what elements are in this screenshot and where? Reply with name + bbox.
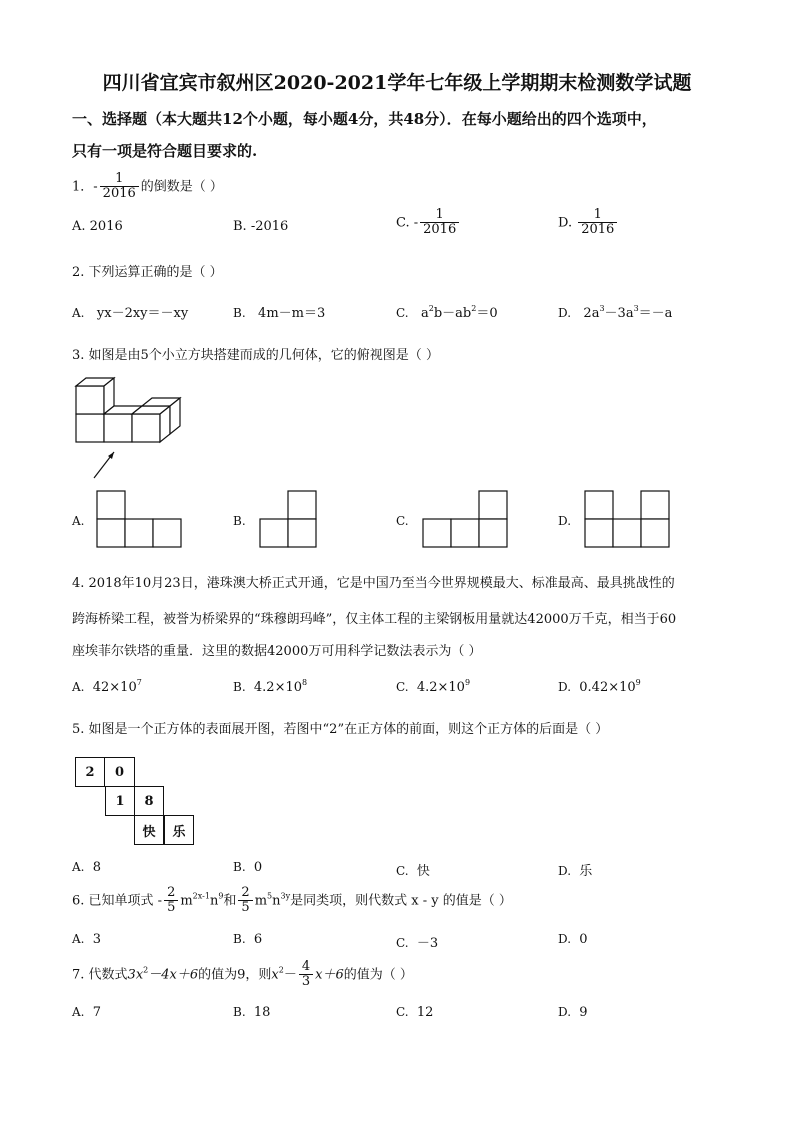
q4-option-b-exp: 8 [302, 678, 308, 687]
question-4-line2: 跨海桥梁工程，被誉为桥梁界的“珠穆朗玛峰”，仅主体工程的主梁钢板用量就达42000万千克，相当于60 [72, 612, 677, 627]
question-4-line1: 4. 2018年10月23日，港珠澳大桥正式开通，它是中国乃至当今世界规模最大、标准最高、最具挑战性的 [72, 576, 675, 591]
q1-prefix: 1．- [72, 179, 98, 195]
q6-term2-mid: n [272, 893, 281, 909]
q4-option-d-exp: 9 [635, 678, 641, 687]
q4-option-a-exp: 7 [136, 678, 142, 687]
q6-option-c-text: －3 [416, 936, 439, 951]
q5-option-a-text: 8 [92, 860, 102, 875]
q7-option-c-text: 12 [416, 1005, 434, 1020]
question-5: 5. 如图是一个正方体的表面展开图，若图中“2”在正方体的前面，则这个正方体的后面是（ ） [72, 722, 609, 737]
q2-option-c[interactable] [396, 302, 498, 321]
q4-option-d-base: 0.42×10 [579, 680, 636, 695]
q7-option-d-text: 9 [579, 1005, 588, 1020]
q2-option-c-a: a [420, 306, 429, 321]
q2-option-d[interactable] [558, 302, 672, 321]
q7-option-c-label: C. [396, 1005, 409, 1019]
q6-term1-exp: 2x-1 [192, 891, 210, 901]
q7-option-a[interactable] [72, 1005, 101, 1020]
q2-option-d-b: －3a [604, 306, 634, 321]
q4-option-a-label: A. [72, 680, 85, 694]
q1-option-c-num: 1 [435, 207, 444, 222]
q3-option-a-figure[interactable] [96, 490, 182, 548]
q7-option-d-label: D. [558, 1005, 572, 1019]
q7-option-c[interactable] [396, 1005, 433, 1020]
q2-option-b-label: B. [233, 306, 246, 320]
q5-option-b-text: 0 [253, 860, 263, 875]
q5-option-b[interactable] [233, 860, 262, 875]
q7-frac [299, 960, 313, 990]
q6-frac2 [238, 886, 252, 916]
q2-option-c-b: b－ab [433, 306, 472, 321]
q2-option-d-c: ＝－a [638, 306, 673, 321]
q1-option-d-den: 2016 [578, 222, 617, 237]
net-cell-le: 乐 [164, 815, 194, 845]
q7-option-b-label: B. [233, 1005, 246, 1019]
q3-option-d-figure[interactable] [584, 490, 670, 548]
q1-frac-num: 1 [115, 171, 124, 186]
q2-option-c-c: ＝0 [476, 306, 498, 321]
q6-frac1 [164, 886, 178, 916]
q7-expr2-minus: － [283, 967, 297, 983]
question-1 [72, 172, 223, 202]
q5-option-c-label: C. [396, 864, 409, 878]
q1-option-a[interactable] [72, 219, 123, 234]
q5-option-a[interactable] [72, 860, 101, 875]
q1-option-d[interactable] [558, 208, 619, 238]
q2-option-a[interactable] [72, 302, 188, 321]
q7-option-b-text: 18 [253, 1005, 271, 1020]
q2-option-d-exp1: 3 [599, 304, 605, 313]
q6-option-c-label: C. [396, 936, 409, 950]
q1-option-c-label: C. - [396, 215, 419, 231]
q2-option-d-a: 2a [583, 306, 600, 321]
q2-option-d-exp2: 3 [633, 304, 639, 313]
q6-option-a-text: 3 [92, 932, 102, 947]
q7-option-a-text: 7 [92, 1005, 102, 1020]
q7-expr2-rest: x＋6 [315, 967, 344, 983]
net-cell-8: 8 [134, 786, 164, 816]
q1-option-d-num: 1 [593, 207, 602, 222]
net-cell-kuai: 快 [134, 815, 164, 845]
q3-option-a-label[interactable]: A. [72, 514, 85, 528]
q4-option-b-label: B. [233, 680, 246, 694]
q6-term2-exp: 5 [267, 891, 273, 901]
q7-prefix: 7. 代数式 [72, 967, 128, 983]
net-cell-1: 1 [105, 786, 135, 816]
q6-option-d-label: D. [558, 932, 572, 946]
q6-option-b-text: 6 [253, 932, 263, 947]
q4-option-b[interactable] [233, 678, 307, 695]
q4-option-d-label: D. [558, 680, 572, 694]
q4-option-b-base: 4.2×10 [253, 680, 303, 695]
q4-option-c[interactable] [396, 678, 470, 695]
q6-option-d[interactable] [558, 932, 588, 947]
question-2: 2. 下列运算正确的是（ ） [72, 265, 223, 280]
q7-expr2-exp: 2 [278, 965, 284, 975]
q6-and: 和 [223, 893, 237, 909]
q6-term2-base: m [254, 893, 268, 909]
q2-option-c-label: C. [396, 306, 409, 320]
q7-suffix: 的值为（ ） [343, 967, 413, 983]
q6-term1-base: m [180, 893, 193, 909]
q5-option-d[interactable] [558, 860, 592, 879]
q6-option-b-label: B. [233, 932, 246, 946]
q7-frac-num: 4 [301, 959, 311, 974]
q2-option-c-exp2: 2 [471, 304, 477, 313]
q2-option-d-label: D. [558, 306, 572, 320]
q1-option-c[interactable] [396, 208, 461, 238]
q1-option-c-den: 2016 [420, 222, 459, 237]
q6-frac2-den: 5 [238, 900, 252, 915]
q3-option-b-figure[interactable] [259, 490, 317, 548]
q6-term2-exp2: 3y [280, 891, 291, 901]
page-title: 四川省宜宾市叙州区2020-2021学年七年级上学期期末检测数学试题 [102, 72, 692, 94]
q4-option-d[interactable] [558, 678, 641, 695]
q6-option-d-text: 0 [579, 932, 588, 947]
q3-option-c-figure[interactable] [422, 490, 508, 548]
q7-option-b[interactable] [233, 1005, 270, 1020]
q3-option-c-label[interactable]: C. [396, 514, 409, 528]
q1-option-d-label: D. [558, 215, 577, 231]
net-cell-0: 0 [105, 757, 135, 787]
q6-term1-mid: n [209, 893, 219, 909]
q5-option-d-label: D. [558, 864, 572, 878]
q4-option-c-exp: 9 [464, 678, 471, 687]
q3-option-b-label[interactable]: B. [233, 514, 246, 528]
q3-solid-figure [72, 376, 192, 481]
q2-option-b[interactable] [233, 302, 325, 321]
q6-frac1-den: 5 [164, 900, 178, 915]
q6-prefix: 6. 已知单项式 - [72, 893, 163, 909]
q6-option-a[interactable] [72, 932, 101, 947]
q3-option-d-label[interactable]: D. [558, 514, 572, 528]
q1-option-b-text: -2016 [250, 219, 289, 234]
section-heading-line1: 一、选择题（本大题共12个小题，每小题4分，共48分）．在每小题给出的四个选项中， [72, 110, 657, 128]
q5-option-a-label: A. [72, 860, 85, 874]
q7-expr2: x [271, 967, 279, 983]
q5-option-c-text: 快 [416, 864, 430, 879]
question-3: 3. 如图是由5个小立方块搭建而成的几何体，它的俯视图是（ ） [72, 348, 439, 363]
q7-expr1-rest: －4x＋6 [148, 967, 199, 983]
q5-option-b-label: B. [233, 860, 246, 874]
q7-option-d[interactable] [558, 1005, 588, 1020]
net-cell-2: 2 [75, 757, 105, 787]
q5-option-c[interactable] [396, 860, 430, 879]
q4-option-a[interactable] [72, 678, 142, 695]
q6-option-c[interactable] [396, 932, 438, 951]
q6-term1-exp2: 9 [218, 891, 224, 901]
q7-expr1-exp: 2 [143, 965, 149, 975]
q7-frac-den: 3 [299, 974, 313, 989]
q6-frac1-num: 2 [167, 885, 176, 900]
q1-option-d-frac [578, 208, 617, 238]
q2-option-a-label: A. [72, 306, 85, 320]
q6-option-a-label: A. [72, 932, 85, 946]
q7-option-a-label: A. [72, 1005, 85, 1019]
q7-mid: 的值为9，则 [198, 967, 272, 983]
q4-option-a-base: 42×10 [92, 680, 137, 695]
q1-suffix: 的倒数是（ ） [140, 179, 223, 195]
q6-option-b[interactable] [233, 932, 262, 947]
q1-fraction [100, 172, 139, 202]
q5-option-d-text: 乐 [579, 864, 593, 879]
section-heading-line2: 只有一项是符合题目要求的. [72, 142, 258, 160]
q1-option-b-label: B. [233, 219, 251, 234]
q1-option-c-frac [420, 208, 459, 238]
q2-option-b-text: 4m－m＝3 [258, 306, 326, 321]
question-7 [72, 960, 413, 990]
q1-option-a-text: 2016 [89, 219, 123, 234]
q4-option-c-label: C. [396, 680, 409, 694]
question-6 [72, 886, 512, 916]
q7-expr1: 3x [127, 967, 144, 983]
q6-frac2-num: 2 [241, 885, 250, 900]
q2-option-c-exp1: 2 [428, 304, 434, 313]
q1-frac-den: 2016 [100, 186, 139, 201]
q4-option-c-base: 4.2×10 [416, 680, 465, 695]
q2-option-a-text: yx－2xy＝－xy [96, 306, 189, 321]
question-4-line3: 座埃菲尔铁塔的重量．这里的数据42000万可用科学记数法表示为（ ） [72, 644, 482, 659]
q1-option-a-label: A. [72, 219, 90, 234]
q6-suffix: 是同类项，则代数式 x - y 的值是（ ） [290, 893, 512, 909]
q1-option-b[interactable] [233, 219, 288, 234]
